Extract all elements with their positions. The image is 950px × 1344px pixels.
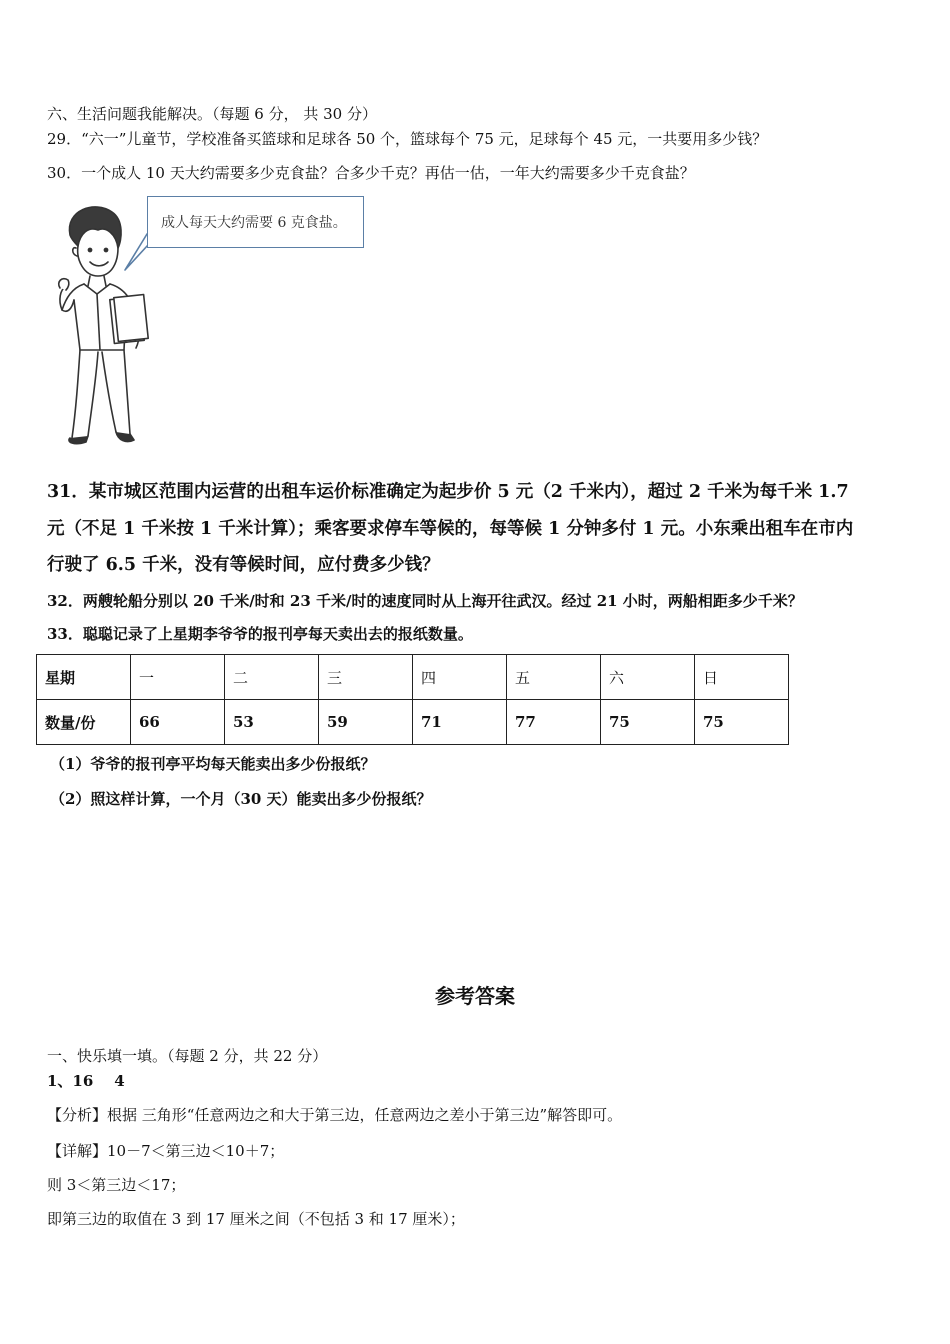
answer-1: 1、16 4 [47,1072,125,1090]
question-33: 33．聪聪记录了上星期李爷爷的报刊亭每天卖出去的报纸数量。 [47,625,473,643]
table-cell-day: 日 [695,655,789,700]
table-row [37,655,789,700]
question-29: 29．“六一”儿童节，学校准备买篮球和足球各 50 个，篮球每个 75 元，足球每个 45 元，一共要用多少钱？ [47,130,768,148]
table-cell-count: 75 [695,700,789,745]
table-cell-count: 53 [225,700,319,745]
table-cell-day: 四 [413,655,507,700]
answer-detail: 【详解】10－7＜第三边＜10＋7； [47,1142,285,1160]
table-cell-day: 三 [319,655,413,700]
table-cell-day: 一 [131,655,225,700]
table-cell-day: 五 [507,655,601,700]
table-cell-day: 二 [225,655,319,700]
answer-key-title: 参考答案 [435,984,515,1008]
table-cell-count: 59 [319,700,413,745]
section6-heading: 六、生活问题我能解决。（每题 6 分， 共 30 分） [47,105,377,123]
answer-section1-heading: 一、快乐填一填。（每题 2 分，共 22 分） [47,1047,328,1065]
question-33-sub1: （1）爷爷的报刊亭平均每天能卖出多少份报纸？ [50,755,376,773]
answer-step2: 即第三边的取值在 3 到 17 厘米之间（不包括 3 和 17 厘米）； [47,1210,465,1228]
question-33-sub2: （2）照这样计算，一个月（30 天）能卖出多少份报纸？ [50,790,432,808]
speech-bubble [147,196,364,248]
answer-step1: 则 3＜第三边＜17； [47,1176,186,1194]
question-30: 30．一个成人 10 天大约需要多少克食盐？合多少千克？再估一估，一年大约需要多少千克食盐？ [47,164,695,182]
answer-analysis: 【分析】根据 三角形“任意两边之和大于第三边，任意两边之差小于第三边”解答即可。 [47,1106,623,1124]
table-cell-count: 66 [131,700,225,745]
question-31-line2: 元（不足 1 千米按 1 千米计算）；乘客要求停车等候的，每等候 1 分钟多付 1 元。小东乘出租车在市内 [47,519,854,539]
row-label-count: 数量/份 [37,700,131,745]
row-label-weekday: 星期 [37,655,131,700]
question-32: 32．两艘轮船分别以 20 千米/时和 23 千米/时的速度同时从上海开往武汉。经过 21 小时，两船相距多少千米？ [47,592,803,610]
question-31-line3: 行驶了 6.5 千米，没有等候时间，应付费多少钱？ [47,555,440,575]
table-cell-count: 75 [601,700,695,745]
newspaper-sales-table [36,654,789,745]
table-cell-day: 六 [601,655,695,700]
speech-bubble-text: 成人每天大约需要 6 克食盐。 [161,215,347,231]
table-cell-count: 71 [413,700,507,745]
table-row [37,700,789,745]
question-31-line1: 31．某市城区范围内运营的出租车运价标准确定为起步价 5 元（2 千米内），超过 2 千米为每千米 1.7 [47,482,849,502]
table-cell-count: 77 [507,700,601,745]
